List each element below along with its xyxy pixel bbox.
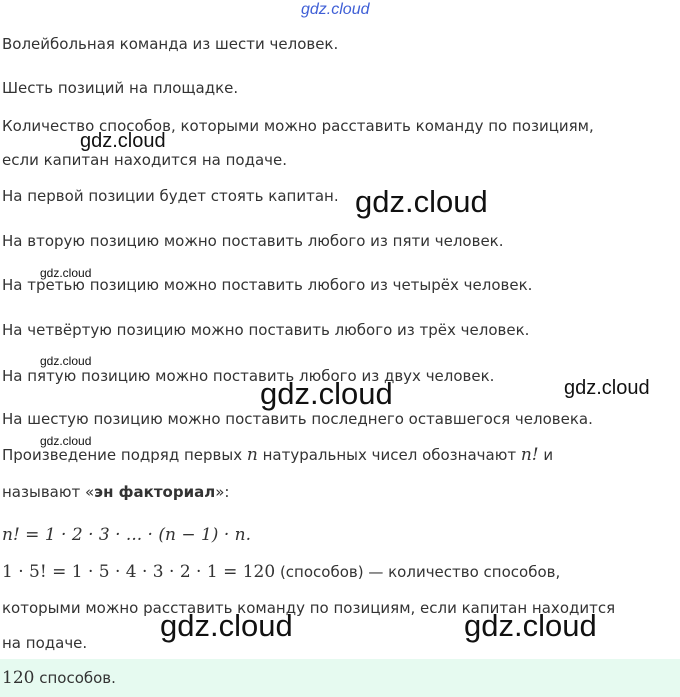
math-factorial: n! xyxy=(520,445,539,465)
watermark: gdz.cloud xyxy=(40,354,92,368)
watermark: gdz.cloud xyxy=(160,608,293,643)
text-line: На пятую позицию можно поставить любого из двух человек. xyxy=(2,367,495,385)
watermark-top: gdz.cloud xyxy=(301,1,370,18)
text-segment: и xyxy=(538,446,554,464)
text-segment: Произведение подряд первых xyxy=(2,446,247,464)
text-line: Шесть позиций на площадке. xyxy=(2,79,239,97)
text-line: Количество способов, которыми можно расставить команду по позициям, xyxy=(2,117,594,135)
watermark: gdz.cloud xyxy=(355,184,488,219)
text-line: которыми можно расставить команду по позициям, если капитан находится xyxy=(2,599,616,617)
math-variable: n xyxy=(246,445,258,465)
text-line: Волейбольная команда из шести человек. xyxy=(2,35,339,53)
text-segment: »: xyxy=(215,483,230,501)
answer-number: 120 xyxy=(2,668,35,688)
text-line: На третью позицию можно поставить любого из четырёх человек. xyxy=(2,276,533,294)
watermark: gdz.cloud xyxy=(80,130,166,152)
text-line xyxy=(2,445,553,465)
watermark: gdz.cloud xyxy=(40,434,92,448)
text-segment: (способов) — количество способов, xyxy=(275,563,561,581)
watermark: gdz.cloud xyxy=(564,377,650,399)
answer-text xyxy=(2,668,116,688)
text-line xyxy=(2,562,560,582)
term-bold: эн факториал xyxy=(94,483,216,501)
text-line: На вторую позицию можно поставить любого из пяти человек. xyxy=(2,232,504,250)
answer-label: способов. xyxy=(34,669,116,687)
text-line: На четвёртую позицию можно поставить любого из трёх человек. xyxy=(2,321,530,339)
watermark: gdz.cloud xyxy=(40,266,92,280)
answer-box xyxy=(0,659,680,697)
text-segment: называют « xyxy=(2,483,95,501)
text-line: На шестую позицию можно поставить последнего оставшегося человека. xyxy=(2,410,593,428)
text-line: на подаче. xyxy=(2,634,88,652)
watermark: gdz.cloud xyxy=(464,608,597,643)
text-line: если капитан находится на подаче. xyxy=(2,151,288,169)
text-line xyxy=(2,482,229,502)
factorial-formula: n! = 1 · 2 · 3 · ... · (n − 1) · n. xyxy=(2,525,251,545)
text-segment: натуральных чисел обозначают xyxy=(257,446,521,464)
calculation: 1 · 5! = 1 · 5 · 4 · 3 · 2 · 1 = 120 xyxy=(2,562,276,582)
text-line: На первой позиции будет стоять капитан. xyxy=(2,187,339,205)
watermark: gdz.cloud xyxy=(260,376,393,411)
